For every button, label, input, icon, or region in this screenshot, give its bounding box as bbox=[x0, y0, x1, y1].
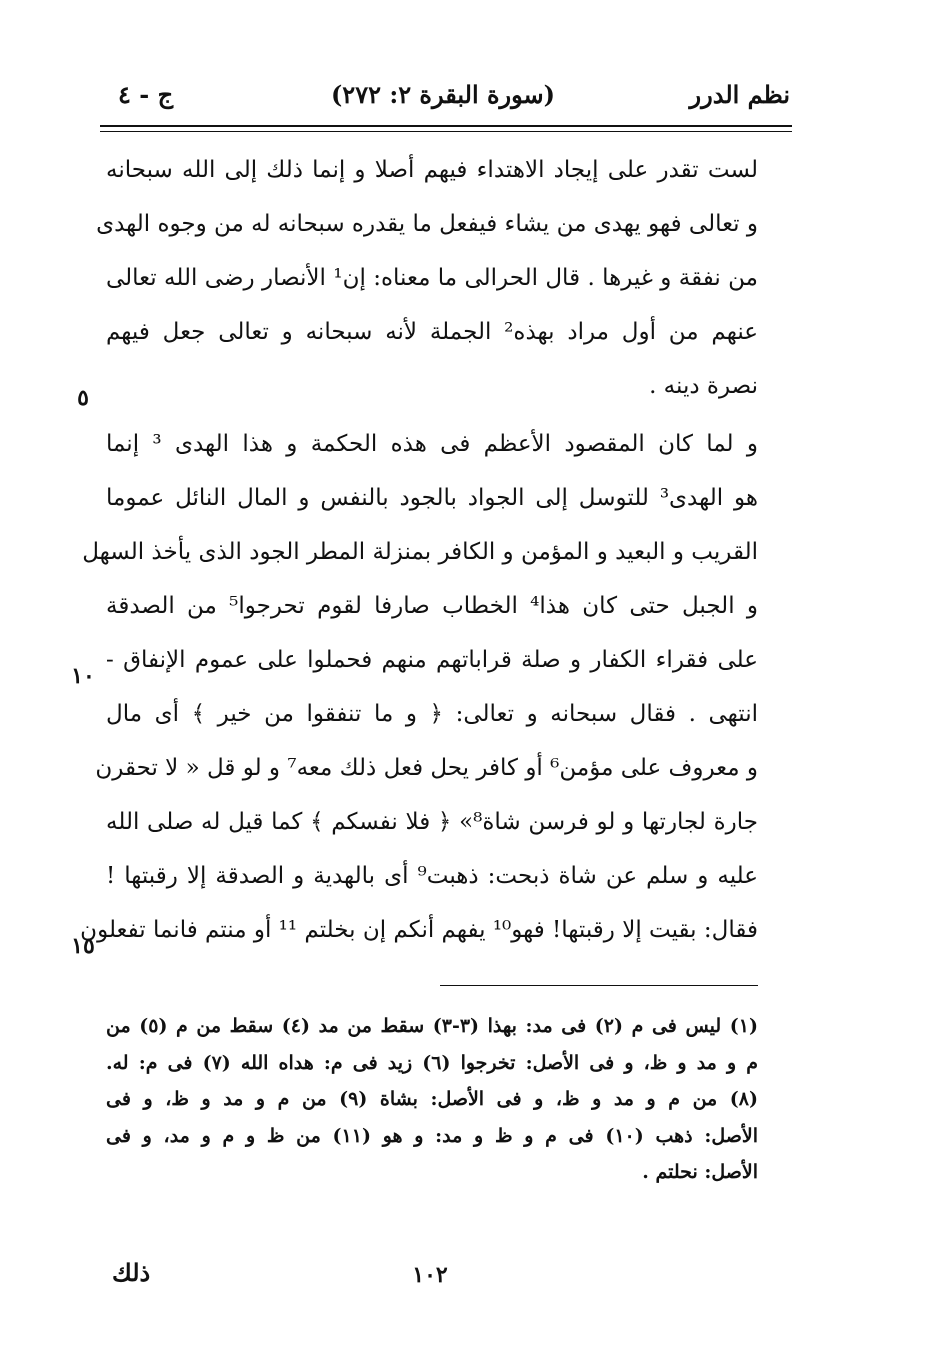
footnote-line: م و مد و ظ، و فى الأصل: تخرجوا (٦) زيد فى م: هداه الله (٧) فى م: له. bbox=[106, 1051, 758, 1074]
text-line: و معروف على مؤمن⁶ أو كافر يحل فعل ذلك معه⁷ و لو قل « لا تحقرن bbox=[95, 755, 758, 781]
text-line: لست تقدر على إيجاد الاهتداء فيهم أصلا و إنما ذلك إلى الله سبحانه bbox=[106, 157, 758, 183]
line-number: ١٥ bbox=[71, 933, 95, 959]
text-line: و لما كان المقصود الأعظم فى هذه الحكمة و هذا الهدى ³ إنما bbox=[106, 431, 758, 457]
page-number: ١٠٢ bbox=[412, 1262, 448, 1288]
text-line: عليه و سلم عن شاة ذبحت: ذهبت⁹ أى بالهدية و الصدقة إلا رقبتها ! bbox=[106, 863, 758, 889]
footnote-line: الأصل: نحلتم . bbox=[642, 1161, 758, 1183]
running-header bbox=[100, 80, 790, 120]
text-line: فقال: بقيت إلا رقبتها! فهو¹⁰ يفهم أنكم إن بخلتم ¹¹ أو منتم فانما تفعلون bbox=[80, 917, 758, 943]
footnotes bbox=[106, 1008, 758, 1191]
catchword: ذلك bbox=[112, 1258, 151, 1287]
text-line: و الجبل حتى كان هذا⁴ الخطاب صارفا لقوم تحرجوا⁵ من الصدقة bbox=[106, 593, 758, 619]
surah-reference: (سورة البقرة ٢: ٢٧٢) bbox=[330, 80, 555, 109]
text-line: هو الهدى³ للتوسل إلى الجواد بالجود بالنفس و المال النائل عموما bbox=[106, 485, 758, 511]
footnote-line: (١) ليس فى م (٢) فى مد: بهذا (٣-٣) سقط من مد (٤) سقط من م (٥) من bbox=[106, 1015, 758, 1037]
line-number: ٥ bbox=[77, 385, 89, 411]
text-line: القريب و البعيد و المؤمن و الكافر بمنزلة المطر الجود الذى يأخذ السهل bbox=[82, 539, 758, 565]
text-line: انتهى . فقال سبحانه و تعالى: ﴿ و ما تنفقوا من خير ﴾ أى مال bbox=[106, 701, 759, 727]
footnote-separator bbox=[440, 985, 758, 986]
volume-number: ج - ٤ bbox=[118, 80, 174, 109]
text-line: و تعالى فهو يهدى من يشاء فيفعل ما يقدره سبحانه له من وجوه الهدى bbox=[96, 211, 758, 237]
text-line: على فقراء الكفار و صلة قراباتهم منهم فحملوا على عموم الإنفاق - bbox=[106, 647, 758, 673]
header-rule-thin bbox=[100, 131, 792, 132]
footnote-line: الأصل: ذهب (١٠) فى م و ظ و مد: و هو (١١) من ظ و م و مد، و فى bbox=[106, 1124, 758, 1147]
text-line: جارة لجارتها و لو فرسن شاة⁸» ﴿ فلا نفسكم ﴾ كما قيل له صلى الله bbox=[106, 809, 758, 835]
header-rule-thick bbox=[100, 125, 792, 127]
text-line: نصرة دينه . bbox=[649, 373, 758, 399]
text-line: من نفقة و غيرها . قال الحرالى ما معناه: إن¹ الأنصار رضى الله تعالى bbox=[106, 265, 758, 291]
book-title: نظم الدرر bbox=[689, 80, 790, 109]
text-line: عنهم من أول مراد بهذه² الجملة لأنه سبحانه و تعالى جعل فيهم bbox=[106, 319, 758, 345]
footnote-line: (٨) من م و مد و ظ، و فى الأصل: بشاة (٩) من م و مد و ظ، و فى bbox=[106, 1088, 758, 1110]
line-number: ١٠ bbox=[71, 663, 95, 689]
